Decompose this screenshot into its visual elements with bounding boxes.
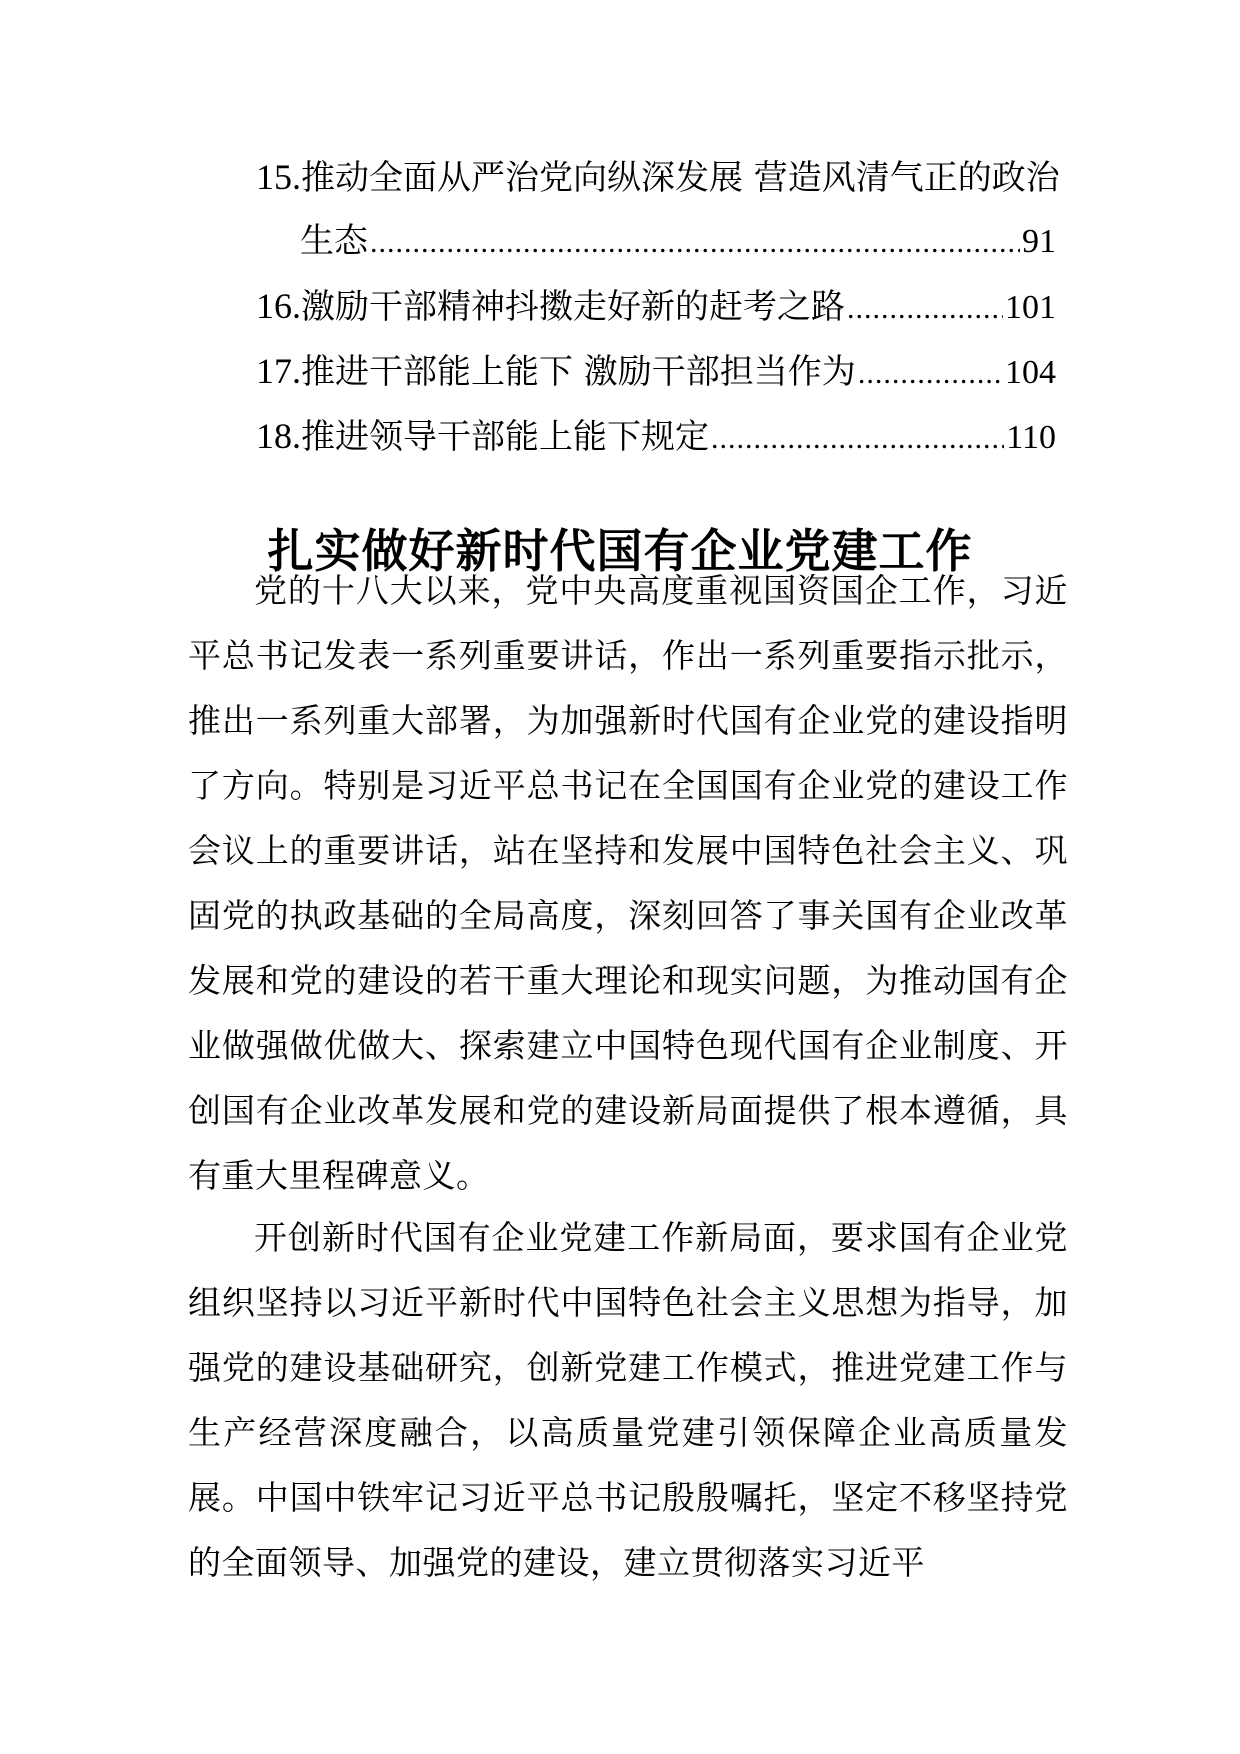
toc-entry-title: 推动全面从严治党向纵深发展 营造风清气正的政治 [301, 158, 1060, 198]
toc-page-number: 91 [1022, 223, 1056, 260]
toc-entry-16[interactable] [256, 284, 1056, 331]
toc-entry-title-continued: 生态 [300, 221, 368, 261]
toc-leader-dots [858, 352, 1003, 396]
toc-leader-dots [370, 221, 1020, 265]
article-paragraph-2: 开创新时代国有企业党建工作新局面，要求国有企业党组织坚持以习近平新时代中国特色社会主义思想为指导，加强党的建设基础研究，创新党建工作模式，推进党建工作与生产经营深度融合，以高质量党建引领保障企业高质量发展。中国中铁牢记习近平总书记殷殷嘱托，坚定不移坚持党的全面领导、加强党的建设，建立贯彻落实习近平 [188, 1218, 1068, 1582]
toc-entry-number: 17. [256, 351, 301, 391]
toc-leader-dots [711, 417, 1004, 461]
toc-entry-number: 16. [256, 286, 301, 326]
toc-entry-number: 15. [256, 157, 301, 197]
toc-leader-dots [847, 287, 1003, 331]
toc-page-number: 110 [1006, 419, 1056, 456]
toc-entry-15-line-1[interactable] [256, 155, 1060, 200]
article-title: 扎实做好新时代国有企业党建工作 [267, 523, 973, 578]
toc-page-number: 101 [1005, 289, 1056, 326]
toc-entry-title: 推进领导干部能上能下规定 [301, 417, 709, 457]
toc-entry-title: 推进干部能上能下 激励干部担当作为 [301, 352, 856, 392]
toc-entry-title: 激励干部精神抖擞走好新的赶考之路 [301, 287, 845, 327]
toc-page-number: 104 [1005, 354, 1056, 391]
toc-entry-17[interactable] [256, 349, 1056, 396]
toc-entry-15-line-2[interactable] [300, 219, 1056, 265]
toc-entry-number: 18. [256, 416, 301, 456]
toc-entry-18[interactable] [256, 414, 1056, 461]
article-paragraph-1: 党的十八大以来，党中央高度重视国资国企工作，习近平总书记发表一系列重要讲话，作出一系列重要指示批示，推出一系列重大部署，为加强新时代国有企业党的建设指明了方向。特别是习近平总书记在全国国有企业党的建设工作会议上的重要讲话，站在坚持和发展中国特色社会主义、巩固党的执政基础的全局高度，深刻回答了事关国有企业改革发展和党的建设的若干重大理论和现实问题，为推动国有企业做强做优做大、探索建立中国特色现代国有企业制度、开创国有企业改革发展和党的建设新局面提供了根本遵循，具有重大里程碑意义。 [188, 571, 1068, 1195]
